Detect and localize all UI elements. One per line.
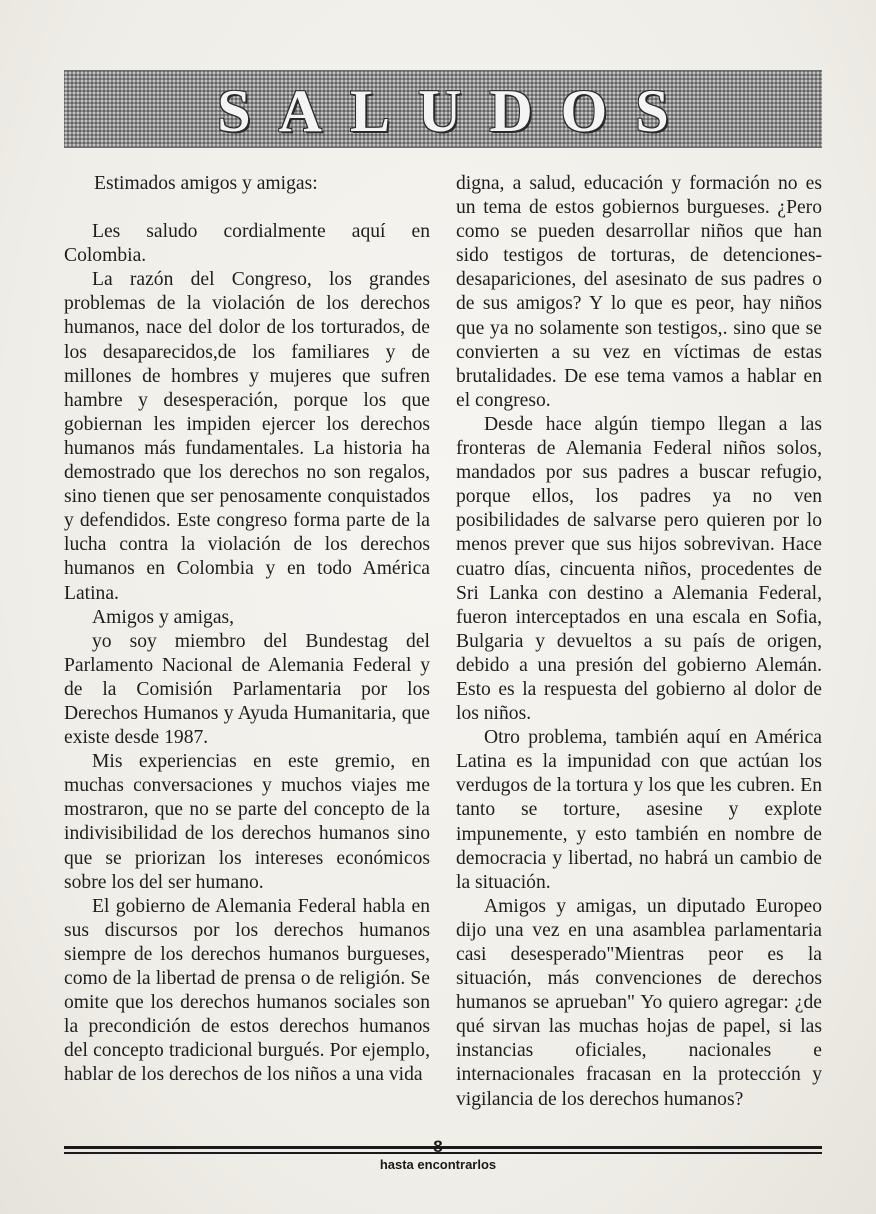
paragraph: El gobierno de Alemania Federal habla en sus discursos por los derechos humanos siempre de los derechos humanos burgueses, como de la libertad de prensa o de religión. Se omite que los derechos humanos sociales son la precondición de estos derechos humanos del concepto tradicional burgués. Por ejemplo, hablar de los derechos de los niños a una vida	[64, 895, 430, 1086]
paragraph: Otro problema, también aquí en América Latina es la impunidad con que actúan los verdugos de la tortura y los que les cubren. En tanto se torture, asesine y explote impunemente, y esto también en nombre de democracia y libertad, no habrá un cambio de la situación.	[456, 727, 822, 893]
paragraph: Amigos y amigas,	[92, 606, 235, 628]
paragraph: digna, a salud, educación y formación no es un tema de estos gobiernos burgueses. ¿Pero como se pueden desarrollar niños que han sido testigos de torturas, de detenciones-desapariciones, del asesinato de sus padres o de sus amigos? Y lo que es peor, hay niños que ya no solamente son testigos,. sino que se convierten a su vez en víctimas de estas brutalidades. De ese tema vamos a hablar en el congreso.	[456, 173, 822, 411]
left-column	[64, 172, 430, 1087]
paragraph: Desde hace algún tiempo llegan a las fronteras de Alemania Federal niños solos, mandados por sus padres a buscar refugio, porque ellos, los padres ya no ven posibilidades de salvarse pero quieren por lo menos prever que sus hijos sobrevivan. Hace cuatro días, cincuenta niños, procedentes de Sri Lanka con destino a Alemania Federal, fueron interceptados en una escala en Sofia, Bulgaria y devueltos a su país de origen, debido a una presión del gobierno Alemán. Esto es la respuesta del gobierno al dolor de los niños.	[456, 413, 822, 725]
publication-name: hasta encontrarlos	[379, 1157, 497, 1172]
paragraph: Mis experiencias en este gremio, en muchas conversaciones y muchos viajes me mostraron, que no se parte del concepto de la indivisibilidad de los derechos humanos sino que se priorizan los intereses económicos sobre los del ser humano.	[64, 751, 430, 893]
section-title: SALUDOS	[217, 78, 697, 144]
paragraph: Amigos y amigas, un diputado Europeo dijo una vez en una asamblea parlamentaria casi desesperado"Mientras peor es la situación, más convenciones de derechos humanos se aprueban" Yo quiero agregar: ¿de qué sirvan las muchas hojas de papel, si las instancias oficiales, nacionales e internacionales fracasan en la protección y vigilancia de los derechos humanos?	[456, 895, 822, 1110]
section-banner	[64, 70, 822, 148]
paragraph: yo soy miembro del Bundestag del Parlamento Nacional de Alemania Federal y de la Comisión Parlamentaria por los Derechos Humanos y Ayuda Humanitaria, que existe desde 1987.	[64, 630, 430, 749]
page-number: 8	[433, 1137, 443, 1156]
paragraph-gap	[64, 196, 430, 220]
greeting-line: Estimados amigos y amigas:	[94, 173, 318, 194]
paragraph: La razón del Congreso, los grandes problemas de la violación de los derechos humanos, nace del dolor de los torturados, de los desaparecidos,de los familiares y de millones de hombres y mujeres que sufren hambre y desesperación, porque los que gobiernan les impiden ejercer los derechos humanos más fundamentales. La historia ha demostrado que los derechos no son regalos, sino tienen que ser penosamente conquistados y defendidos. Este congreso forma parte de la lucha contra la violación de los derechos humanos en Colombia y en todo América Latina.	[64, 269, 430, 604]
right-column	[456, 172, 822, 1112]
paragraph: Les saludo cordialmente aquí en Colombia.	[64, 221, 430, 267]
